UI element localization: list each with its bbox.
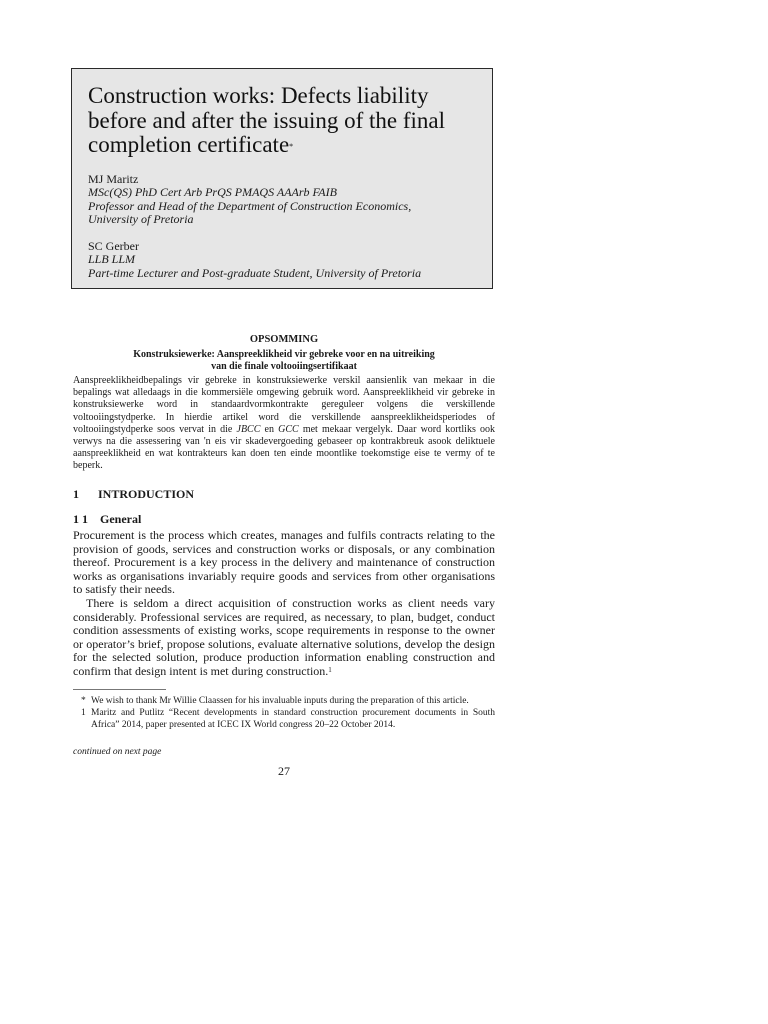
title-box [71, 68, 493, 289]
section-heading: 1 INTRODUCTION [73, 487, 195, 501]
paragraph: There is seldom a direct acquisition of construction works as client needs vary considerably. Professional services are required, as necessary, to plan, budget, conduct condition assessments of existing works, scope requirements in response to the owner or operator’s brief, propose solutions, evaluate alternative solutions, develop the design for the selected solution, produce production information enabling construction and confirm that design intent is met during construction.$^1$ [73, 595, 495, 678]
footnotes [73, 696, 495, 731]
footnote-mark: 1 [81, 707, 86, 718]
footnote-rule [73, 689, 166, 690]
continued-note: continued on next page [73, 747, 162, 757]
summary-subtitle-line: Konstruksiewerke: Aanspreeklikheid vir gebreke voor en na uitreiking [133, 349, 435, 360]
author-block [88, 173, 476, 227]
footnote [73, 696, 495, 708]
footnote [73, 708, 495, 732]
author-affiliation: Professor and Head of the Department of Construction Economics, [88, 198, 412, 213]
summary-heading: OPSOMMING [249, 334, 319, 345]
subsection-heading: 1 1 General [73, 512, 142, 526]
page-number: 27 [278, 764, 290, 778]
author-affiliation: University of Pretoria [88, 212, 194, 226]
author-name: MJ Maritz [88, 171, 139, 186]
author-qualifications: LLB LLM [88, 252, 136, 266]
author-affiliation: Part-time Lecturer and Post-graduate Student, University of Pretoria [88, 265, 422, 280]
author-name: SC Gerber [88, 238, 139, 253]
title-footnote-mark: * [289, 142, 294, 151]
gcc-term: GCC [278, 423, 299, 435]
summary-subtitle [73, 349, 495, 372]
author-block [88, 240, 476, 281]
footnote-text: We wish to thank Mr Willie Claassen for his invaluable inputs during the preparation of this article. [91, 696, 469, 706]
footnote-ref: 1 [328, 665, 332, 674]
paragraph: Procurement is the process which creates, manages and fulfils contracts relating to the provision of goods, services and construction works or disposals, or any combination thereof. Procurement is a key process in the delivery and maintenance of construction works as organisations invariably require goods and services from other organisations to satisfy their needs. [73, 528, 495, 597]
author-qualifications: MSc(QS) PhD Cert Arb PrQS PMAQS AAArb FAIB [88, 185, 337, 199]
jbcc-term: JBCC [236, 423, 261, 435]
footnote-mark: * [81, 696, 86, 706]
article-title: Construction works: Defects liability before and after the issuing of the final completion certificate* [88, 83, 446, 157]
summary-text: Aanspreeklikheidbepalings vir gebreke in konstruksiewerke verskil aansienlik van mekaar in die bepalings wat alledaags in die kommersiële omgewing gebruik word. Aanspreeklikheid vir gebreke in konstruksiewerke word in standaardvormkontrakte gereguleer volgens die verskillende voltooiingstydperke. In hierdie artikel word die verskillende aanspreeklikheidsperiodes of voltooiingstydperke soos vervat in die JBCC en GCC met mekaar vergelyk. Daar word kortliks ook verwys na die assessering van 'n eis vir skadevergoeding gebaseer op kontrakbreuk asook deliktuele aanspreeklikheid en wat kontrakteurs kan doen ten einde moontlike toekomstige eise te vermy of te beperk. [73, 375, 495, 472]
summary-subtitle-line: van die finale voltooiingsertifikaat [211, 360, 357, 372]
body-text [73, 529, 495, 681]
footnote-text: Maritz and Putlitz “Recent developments in standard construction procurement documents in South Africa” 2014, paper presented at ICEC IX World congress 20–22 October 2014. [91, 707, 495, 730]
